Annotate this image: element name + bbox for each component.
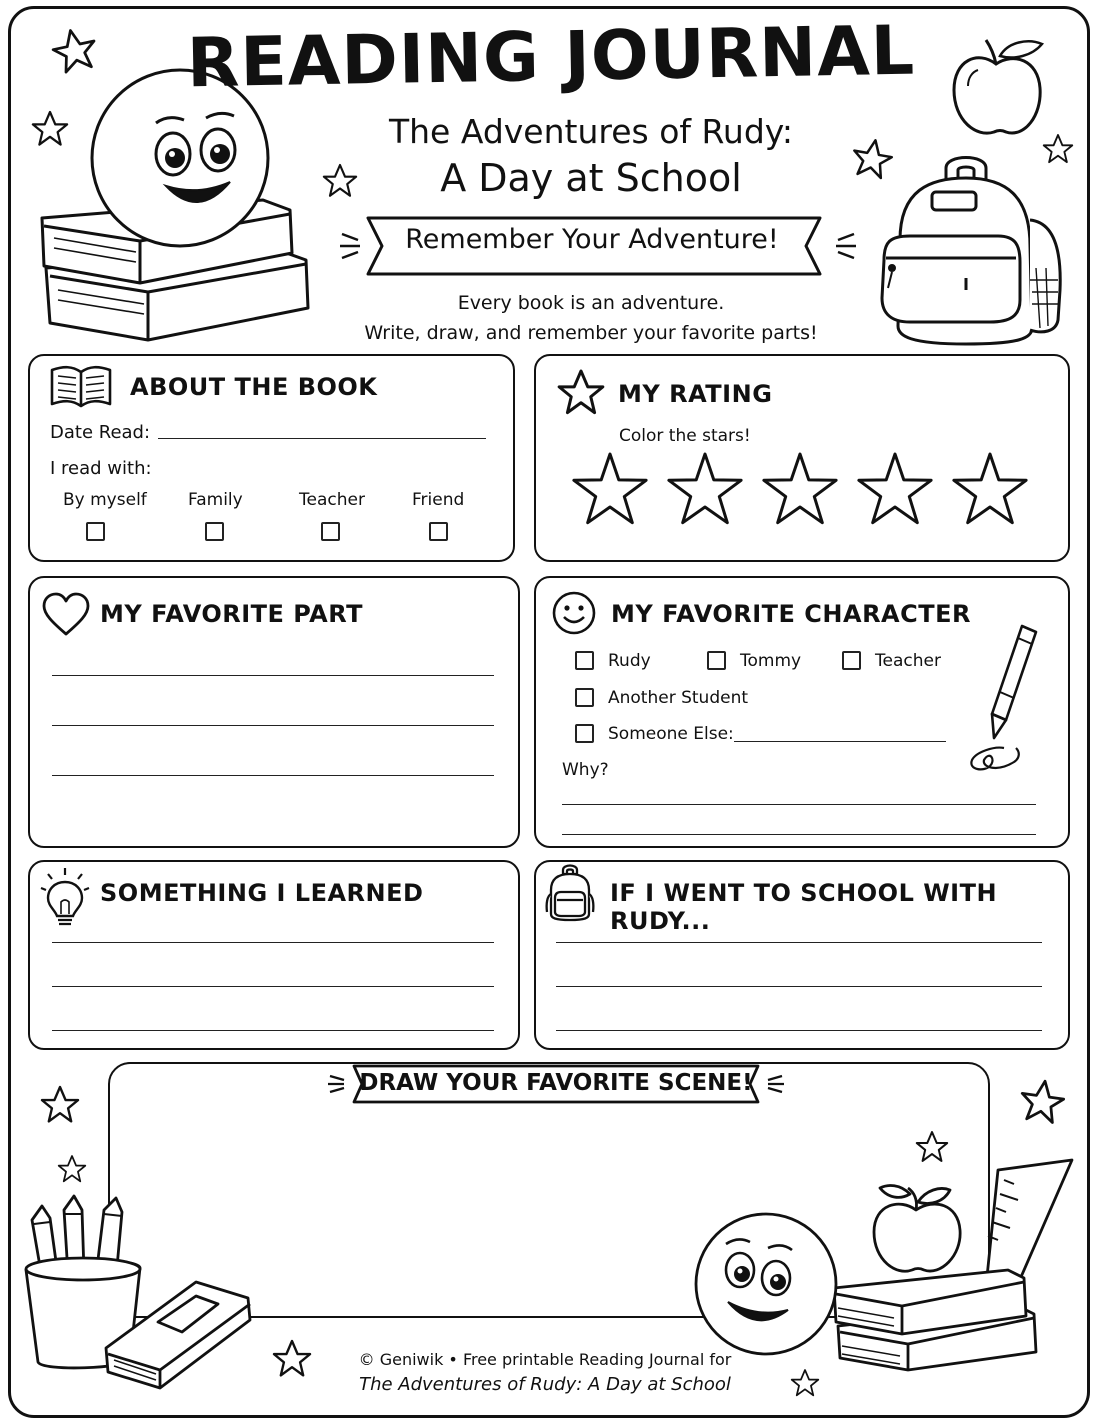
intro-line1: Every book is an adventure.: [457, 292, 725, 314]
book-icon: [50, 364, 112, 410]
book-title-line2: A Day at School: [440, 156, 742, 200]
writing-line[interactable]: [556, 942, 1042, 943]
rating-title: MY RATING: [618, 380, 773, 408]
writing-line[interactable]: [52, 725, 494, 726]
checkbox-someone-else[interactable]: [575, 724, 594, 743]
writing-line[interactable]: [52, 986, 494, 987]
checkbox-another-student[interactable]: [575, 688, 594, 707]
character-option-label: Someone Else:: [608, 724, 734, 744]
learned-title: SOMETHING I LEARNED: [100, 879, 424, 907]
intro-text: [0, 288, 1102, 348]
smiley-icon: [551, 590, 597, 636]
school-title: IF I WENT TO SCHOOL WITH RUDY...: [610, 879, 998, 935]
writing-line[interactable]: [556, 1030, 1042, 1031]
banner-text: Remember Your Adventure!: [405, 224, 779, 255]
character-option-label: Another Student: [608, 688, 749, 708]
writing-line[interactable]: [52, 942, 494, 943]
writing-line[interactable]: [52, 775, 494, 776]
someone-else-field[interactable]: [734, 741, 946, 742]
favorite-part-title: MY FAVORITE PART: [100, 600, 364, 628]
read-with-option-label: Friend: [412, 490, 465, 510]
star-icon: [556, 368, 606, 418]
checkbox-tommy[interactable]: [707, 651, 726, 670]
lightbulb-icon: [40, 866, 90, 926]
checkbox-friend[interactable]: [429, 522, 448, 541]
rating-star-5[interactable]: [954, 454, 1026, 523]
date-read-field[interactable]: [158, 438, 486, 439]
draw-title: DRAW YOUR FAVORITE SCENE!: [359, 1070, 753, 1096]
writing-line[interactable]: [52, 1030, 494, 1031]
rating-star-4[interactable]: [859, 454, 931, 523]
read-with-label: I read with:: [50, 458, 152, 479]
character-option-label: Tommy: [740, 651, 802, 671]
about-title: ABOUT THE BOOK: [130, 373, 378, 401]
rating-star-2[interactable]: [669, 454, 741, 523]
read-with-option-label: Family: [188, 490, 243, 510]
why-label: Why?: [562, 760, 609, 780]
writing-line[interactable]: [556, 986, 1042, 987]
writing-line[interactable]: [562, 834, 1036, 835]
date-read-label: Date Read:: [50, 422, 151, 443]
character-option-label: Teacher: [875, 651, 941, 671]
page-title: READING JOURNAL: [186, 11, 916, 104]
rating-star-1[interactable]: [574, 454, 646, 523]
writing-line[interactable]: [562, 804, 1036, 805]
checkbox-by-myself[interactable]: [86, 522, 105, 541]
footer-book-title: The Adventures of Rudy: A Day at School: [359, 1374, 731, 1395]
read-with-option-label: By myself: [63, 490, 147, 510]
favorite-character-title: MY FAVORITE CHARACTER: [611, 600, 971, 628]
footer-credit: © Geniwik • Free printable Reading Journal for: [358, 1350, 732, 1369]
checkbox-teacher-character[interactable]: [842, 651, 861, 670]
backpack-icon: [545, 864, 595, 922]
rating-star-3[interactable]: [764, 454, 836, 523]
checkbox-family[interactable]: [205, 522, 224, 541]
checkbox-rudy[interactable]: [575, 651, 594, 670]
heart-icon: [42, 594, 90, 638]
read-with-option-label: Teacher: [299, 490, 365, 510]
character-option-label: Rudy: [608, 651, 651, 671]
checkbox-teacher[interactable]: [321, 522, 340, 541]
rating-stars: [566, 448, 1046, 538]
crayon-icon: [964, 620, 1044, 780]
intro-line2: Write, draw, and remember your favorite parts!: [364, 322, 818, 344]
rating-instruction: Color the stars!: [619, 426, 751, 446]
writing-line[interactable]: [52, 675, 494, 676]
book-title-line1: The Adventures of Rudy:: [388, 112, 794, 151]
